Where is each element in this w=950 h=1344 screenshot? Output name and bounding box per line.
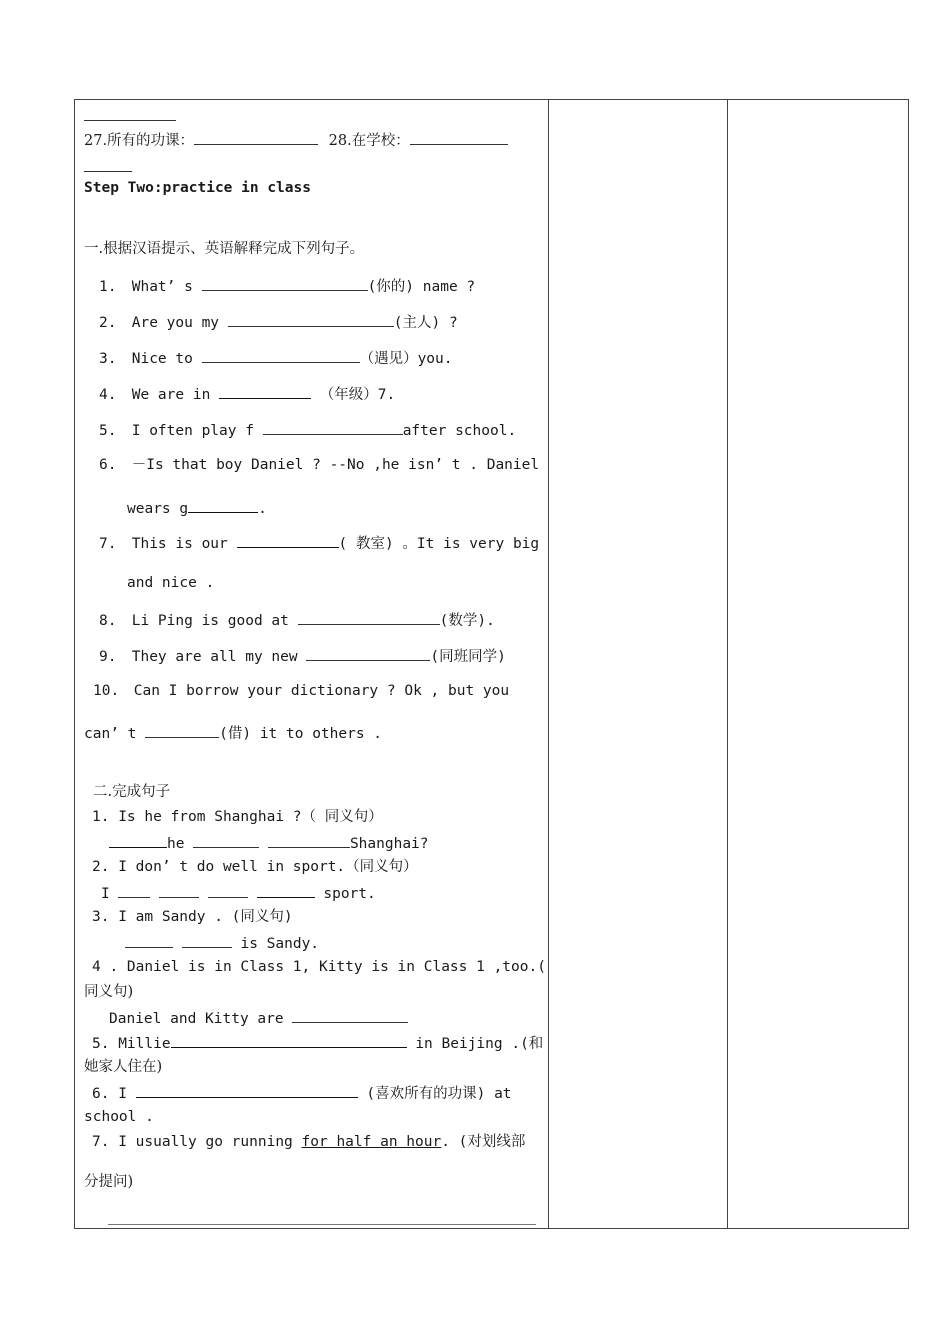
s2-item-3: 3. I am Sandy . (同义句)	[92, 909, 293, 925]
blank-28[interactable]	[410, 130, 508, 145]
s1-blank-3[interactable]	[202, 348, 360, 363]
worksheet-table	[74, 99, 909, 1229]
s2-blank-3b[interactable]	[182, 933, 232, 948]
s2-blank-2c[interactable]	[208, 883, 248, 898]
s2-item-2: 2. I don’ t do well in sport.（同义句）	[92, 859, 418, 875]
s1-blank-9[interactable]	[306, 646, 430, 661]
column-divider-2	[727, 100, 728, 1228]
s2-blank-2a[interactable]	[118, 883, 150, 898]
s1-item-3: 3. Nice to （遇见）you.	[99, 348, 453, 368]
answer-line-26-tail	[84, 120, 176, 121]
s2-blank-2b[interactable]	[159, 883, 199, 898]
s2-blank-1a[interactable]	[109, 833, 167, 848]
s1-item-7-cont: and nice .	[127, 575, 215, 591]
s1-blank-7[interactable]	[237, 533, 339, 548]
s2-item-6: 6. I (喜欢所有的功课) at	[92, 1083, 512, 1103]
s2-item-2-answer: I sport.	[101, 883, 376, 903]
s1-item-10-cont: can’ t (借) it to others .	[84, 723, 382, 743]
s2-item-4: 4 . Daniel is in Class 1, Kitty is in Class 1 ,too.(	[92, 959, 546, 975]
s2-blank-1c[interactable]	[268, 833, 350, 848]
s2-blank-6[interactable]	[136, 1083, 358, 1098]
s1-item-4: 4. We are in （年级）7.	[99, 384, 395, 404]
s1-blank-10[interactable]	[145, 723, 219, 738]
s1-item-8: 8. Li Ping is good at (数学).	[99, 610, 495, 630]
step-two-title: Step Two:practice in class	[84, 180, 311, 196]
s2-blank-5[interactable]	[171, 1033, 407, 1048]
s2-blank-2d[interactable]	[257, 883, 315, 898]
column-divider-1	[548, 100, 549, 1228]
blank-28-continued	[84, 171, 132, 172]
s2-item-5: 5. Millie in Beijing .(和	[92, 1033, 543, 1053]
section1-heading: 一.根据汉语提示、英语解释完成下列句子。	[84, 241, 365, 257]
s1-blank-4[interactable]	[219, 384, 311, 399]
s1-blank-2[interactable]	[228, 312, 394, 327]
vocab-27-28: 27.所有的功课： 28.在学校：	[84, 130, 508, 150]
s1-blank-8[interactable]	[298, 610, 440, 625]
s1-item-2: 2. Are you my (主人) ?	[99, 312, 458, 332]
s2-item-1: 1. Is he from Shanghai ?（ 同义句）	[92, 809, 383, 825]
s2-item-5-cont: 她家人住在)	[84, 1059, 163, 1075]
s2-item-7-cont: 分提问)	[84, 1174, 134, 1190]
s1-blank-6[interactable]	[188, 498, 258, 513]
s2-item-7: 7. I usually go running for half an hour. (对划线部	[92, 1134, 526, 1150]
underlined-phrase: for half an hour	[301, 1134, 442, 1150]
s1-blank-5[interactable]	[263, 420, 403, 435]
section2-heading: 二.完成句子	[93, 784, 171, 800]
s2-blank-4[interactable]	[292, 1008, 408, 1023]
s1-item-1: 1. What’ s (你的) name ?	[99, 276, 475, 296]
s2-item-4-answer: Daniel and Kitty are	[109, 1008, 408, 1028]
s1-item-10: 10. Can I borrow your dictionary ? Ok , but you	[93, 683, 510, 699]
s2-answer-line-7[interactable]	[108, 1224, 536, 1225]
s1-item-7: 7. This is our ( 教室) 。It is very big	[99, 533, 539, 553]
s2-blank-1b[interactable]	[193, 833, 259, 848]
s2-item-6-cont: school .	[84, 1109, 154, 1125]
s2-item-3-answer: is Sandy.	[125, 933, 319, 953]
s1-item-9: 9. They are all my new (同班同学)	[99, 646, 506, 666]
s2-item-1-answer: he Shanghai?	[109, 833, 429, 853]
main-content-column	[75, 100, 548, 1228]
s1-item-5: 5. I often play f after school.	[99, 420, 516, 440]
blank-27[interactable]	[194, 130, 318, 145]
s1-blank-1[interactable]	[202, 276, 368, 291]
s2-item-4-cont: 同义句)	[84, 984, 134, 1000]
s1-item-6-cont: wears g .	[127, 498, 267, 518]
s2-blank-3a[interactable]	[125, 933, 173, 948]
s1-item-6: 6. －Is that boy Daniel ? --No ,he isn’ t . Daniel	[99, 457, 540, 473]
